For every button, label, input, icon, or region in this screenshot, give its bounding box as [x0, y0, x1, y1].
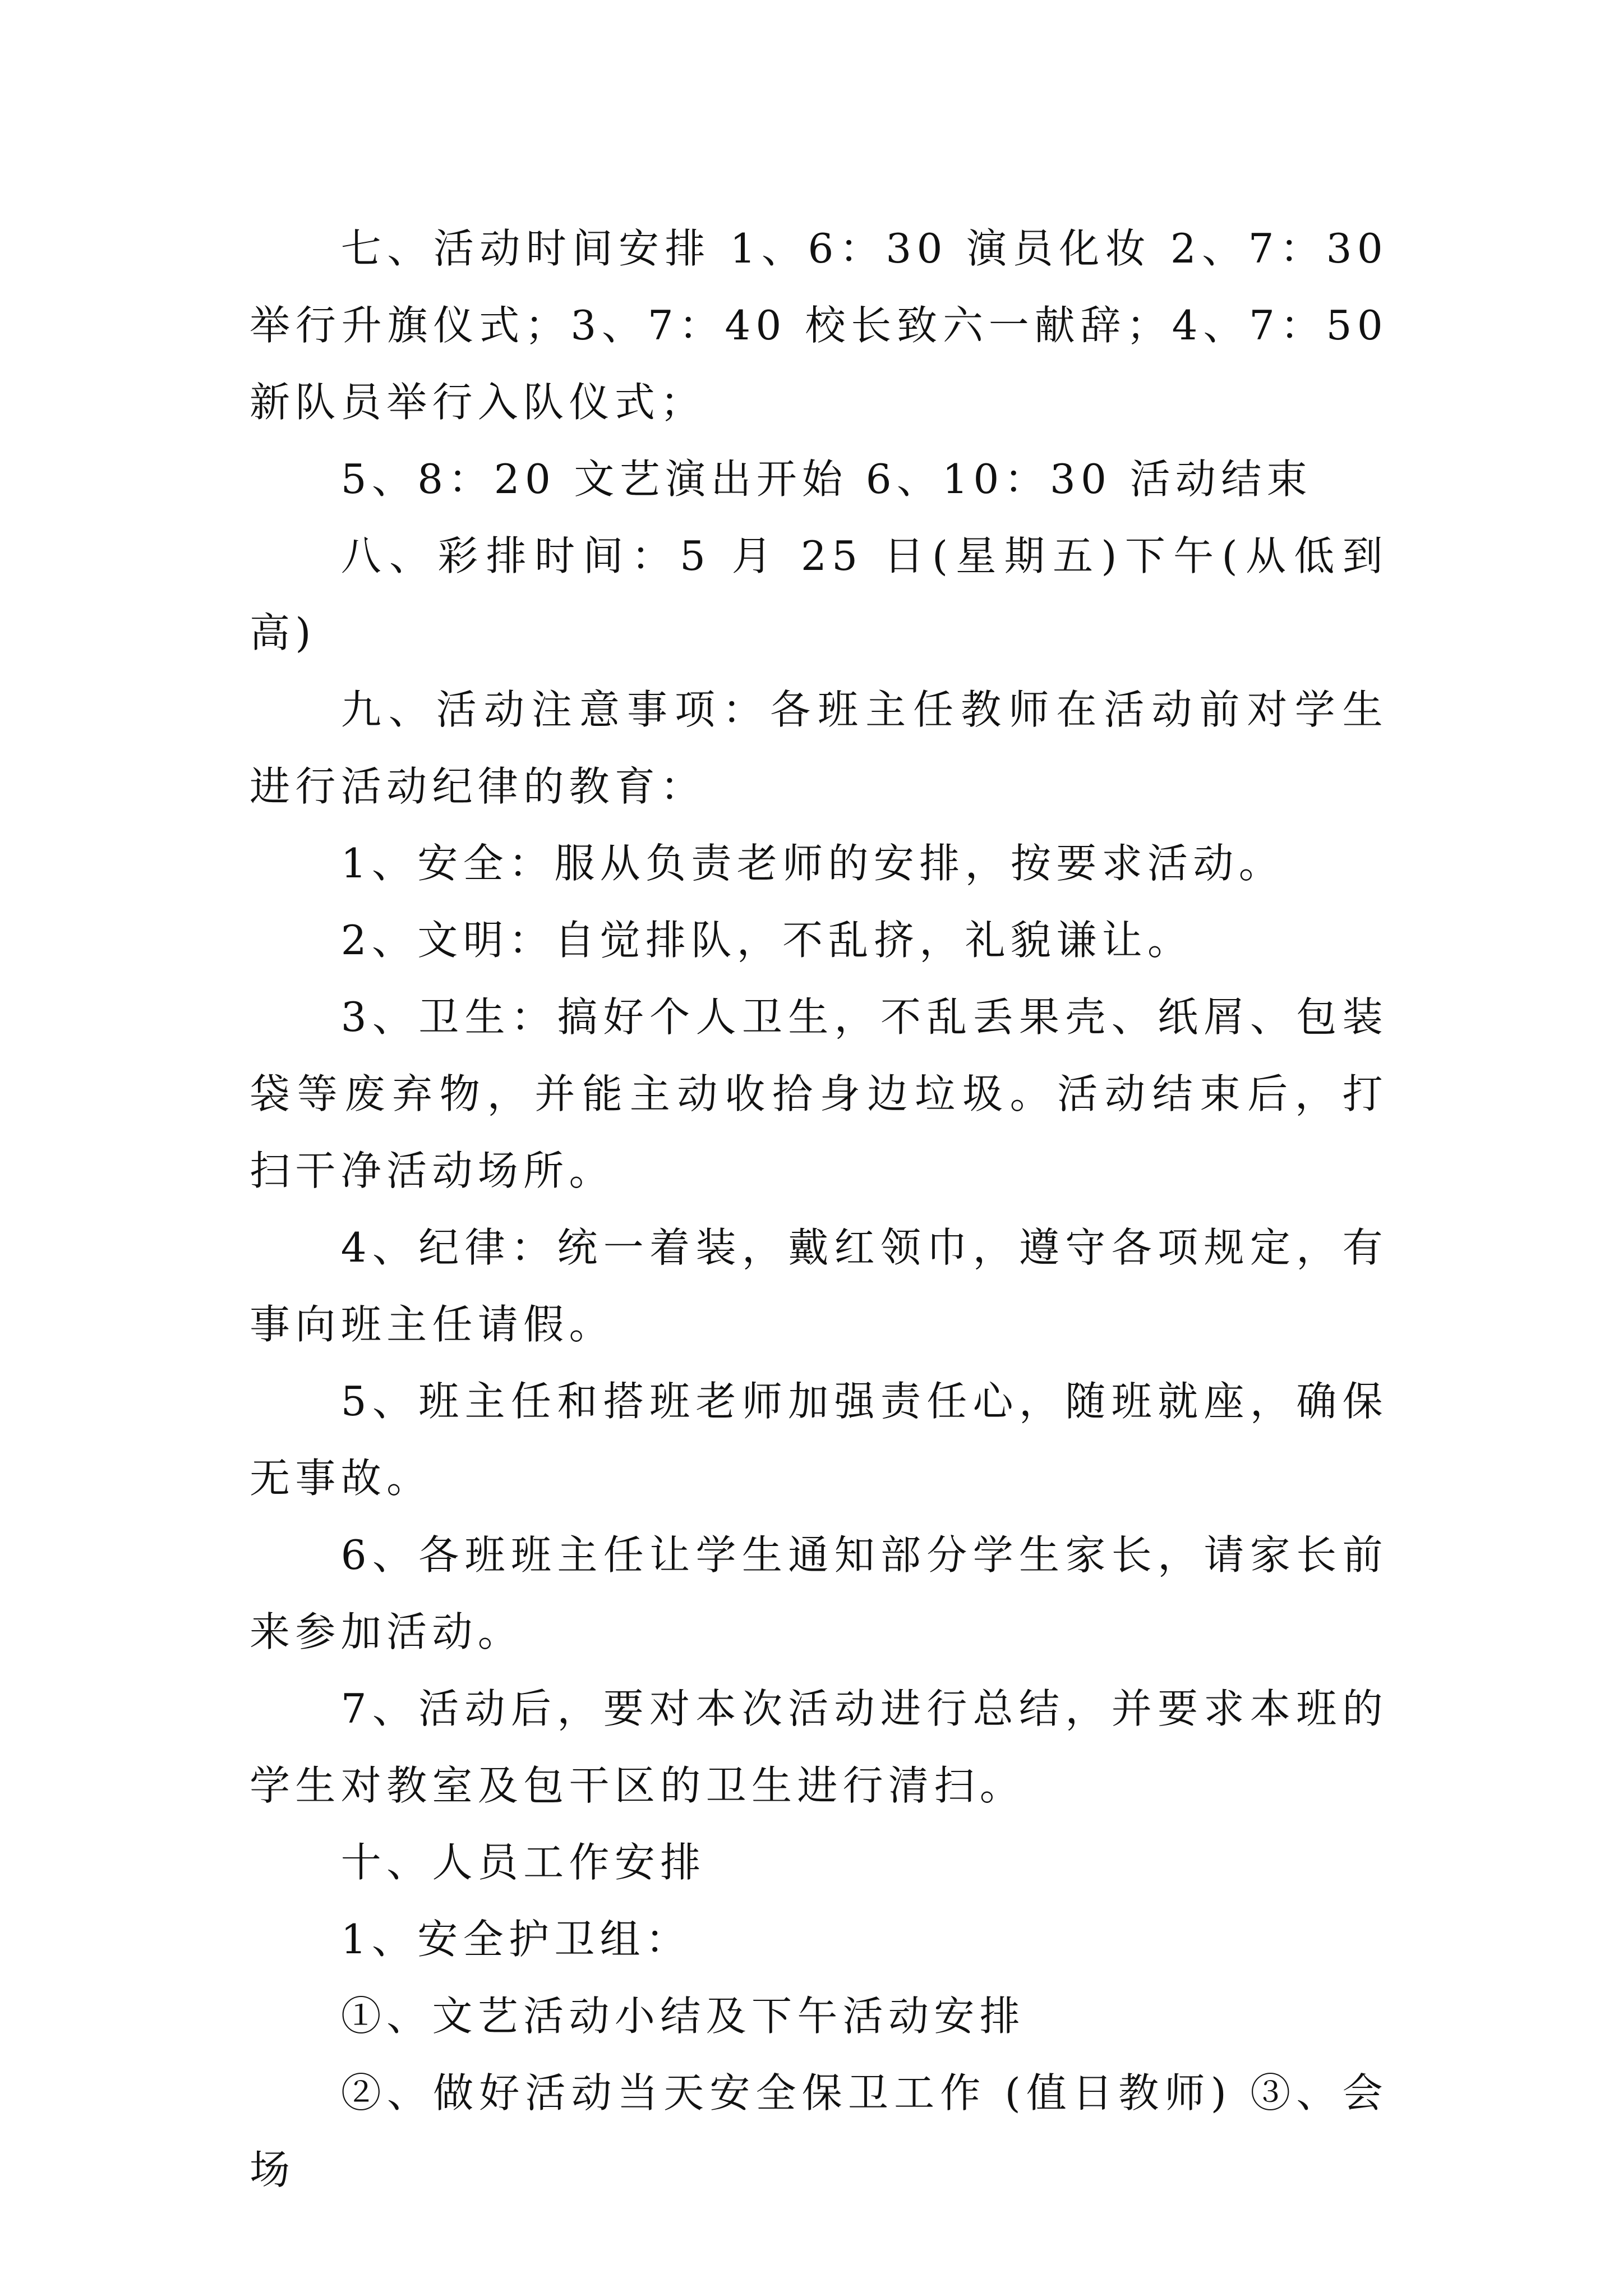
paragraph-activity-schedule: 七、活动时间安排 1、6：30 演员化妆 2、7：30 举行升旗仪式；3、7：40 校长致六一献辞；4、7：50 新队员举行入队仪式； — [250, 225, 1388, 426]
paragraph-item-1: ①、文艺活动小结及下午活动安排 — [340, 1993, 1026, 2040]
paragraph-hygiene: 3、卫生：搞好个人卫生，不乱丢果壳、纸屑、包装袋等废弃物，并能主动收拾身边垃圾。活动结束后，打扫干净活动场所。 — [250, 993, 1388, 1194]
paragraph-security-group: 1、安全护卫组： — [340, 1916, 691, 1963]
paragraph-safety: 1、安全：服从负责老师的安排，按要求活动。 — [340, 840, 1285, 887]
paragraph-rehearsal-time: 八、彩排时间：5 月 25 日(星期五)下午(从低到高) — [250, 532, 1388, 656]
paragraph-teacher-responsibility: 5、班主任和搭班老师加强责任心，随班就座，确保无事故。 — [250, 1378, 1388, 1502]
paragraph-staff-arrangement: 十、人员工作安排 — [340, 1839, 706, 1886]
paragraph-summary: 7、活动后，要对本次活动进行总结，并要求本班的学生对教室及包干区的卫生进行清扫。 — [250, 1685, 1388, 1809]
paragraph-performance-time: 5、8：20 文艺演出开始 6、10：30 活动结束 — [340, 455, 1313, 503]
paragraph-discipline: 4、纪律：统一着装，戴红领巾，遵守各项规定，有事向班主任请假。 — [250, 1224, 1388, 1348]
document-body — [250, 210, 1388, 2208]
paragraph-parent-notice: 6、各班班主任让学生通知部分学生家长，请家长前来参加活动。 — [250, 1531, 1388, 1655]
paragraph-item-2: ②、做好活动当天安全保卫工作 (值日教师) ③、会场 — [250, 2069, 1388, 2193]
paragraph-civility: 2、文明：自觉排队，不乱挤，礼貌谦让。 — [340, 917, 1193, 964]
paragraph-precautions: 九、活动注意事项：各班主任教师在活动前对学生进行活动纪律的教育： — [250, 686, 1388, 810]
